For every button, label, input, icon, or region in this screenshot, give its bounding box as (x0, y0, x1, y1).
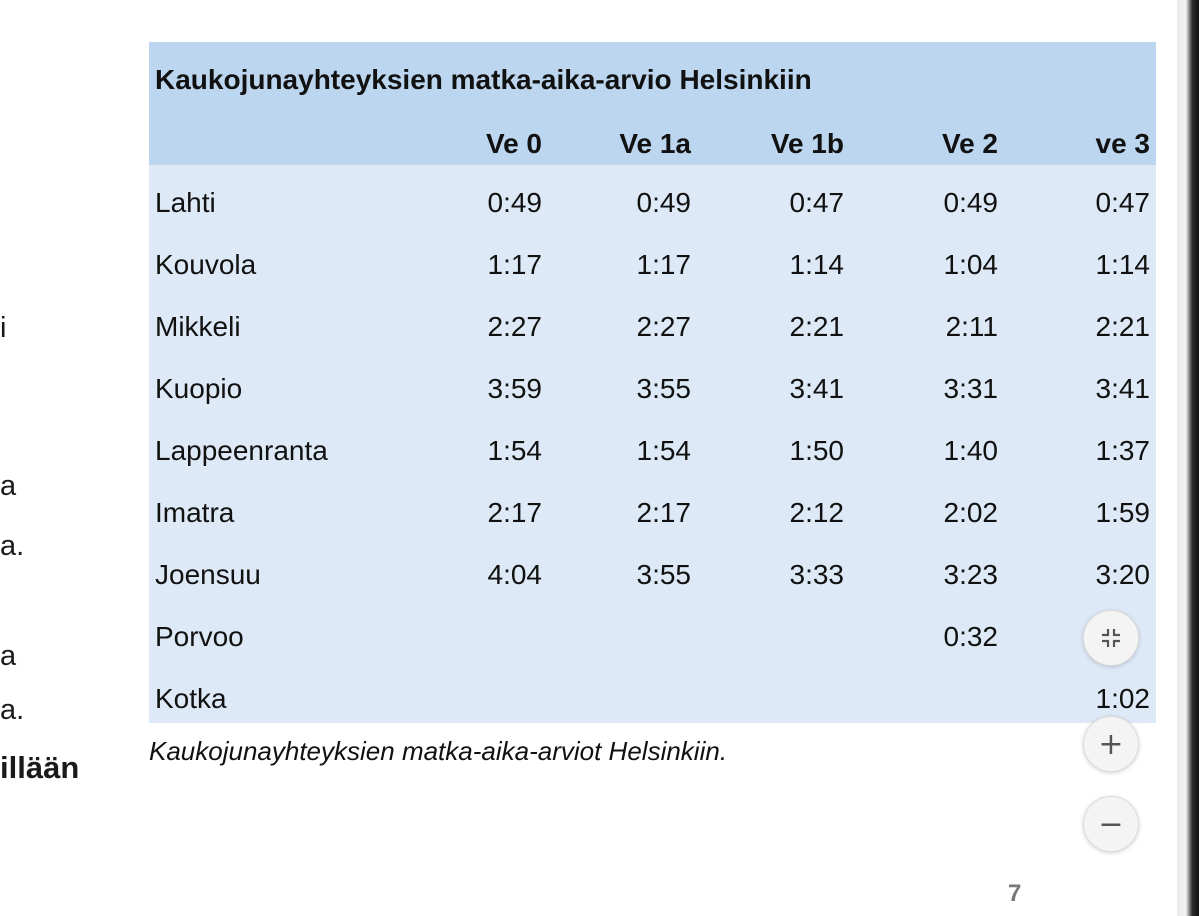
table-row (149, 497, 1156, 559)
table-cell: 1:02 (1095, 683, 1150, 714)
table-cell: 2:21 (1095, 311, 1150, 342)
table-cell: 3:31 (943, 373, 998, 404)
zoom-out-label: − (1098, 806, 1124, 842)
zoom-in-label: + (1098, 726, 1124, 762)
table-row (149, 559, 1156, 621)
table-cell: 2:17 (636, 497, 691, 528)
table-cell: 1:14 (1095, 249, 1150, 280)
table-cell: 3:23 (943, 559, 998, 590)
table-cell: 3:59 (487, 373, 542, 404)
left-text-fragment-6: illään (0, 750, 80, 785)
table-cell: 0:47 (789, 187, 844, 218)
table-cell: 0:47 (1095, 187, 1150, 218)
zoom-out-button[interactable] (1083, 796, 1139, 852)
table-cell: 3:41 (1095, 373, 1150, 404)
table-header (149, 42, 1156, 165)
table-cell: 0:49 (487, 187, 542, 218)
left-text-fragment-4: a (0, 640, 17, 672)
table-cell: 1:37 (1095, 435, 1150, 466)
column-header-ve1b: Ve 1b (770, 128, 844, 159)
table-title: Kaukojunayhteyksien matka-aika-arvio Helsinkiin (155, 64, 812, 95)
table-cell: 0:32 (943, 621, 998, 652)
row-label: Mikkeli (155, 311, 241, 342)
table-cell: 3:41 (789, 373, 844, 404)
table-row (149, 187, 1156, 249)
table-row (149, 621, 1156, 683)
table-cell: 1:04 (943, 249, 998, 280)
table-cell: 1:17 (636, 249, 691, 280)
row-label: Imatra (155, 497, 235, 528)
travel-time-table (149, 42, 1156, 723)
table-cell: 3:55 (636, 373, 691, 404)
row-label: Kouvola (155, 249, 257, 280)
table-cell: 1:17 (487, 249, 542, 280)
row-label: Lappeenranta (155, 435, 328, 466)
table-cell: 2:21 (789, 311, 844, 342)
table-row (149, 311, 1156, 373)
column-header-ve3: ve 3 (1095, 128, 1150, 159)
row-label: Kuopio (155, 373, 243, 404)
table-caption: Kaukojunayhteyksien matka-aika-arviot Helsinkiin. (149, 736, 728, 766)
page-number: 7 (1008, 880, 1022, 907)
table-cell: 0:49 (943, 187, 998, 218)
collapse-icon (1100, 627, 1122, 649)
row-label: Porvoo (155, 621, 244, 652)
table-cell: 4:04 (487, 559, 542, 590)
row-label: Kotka (155, 683, 227, 714)
column-header-ve2: Ve 2 (941, 128, 998, 159)
table-cell: 1:40 (943, 435, 998, 466)
table-cell: 3:55 (636, 559, 691, 590)
left-text-fragment-5: a. (0, 694, 25, 726)
column-header-ve1a: Ve 1a (619, 128, 691, 159)
table-cell: 2:27 (636, 311, 691, 342)
table-cell: 1:54 (636, 435, 691, 466)
table-cell: 1:54 (487, 435, 542, 466)
zoom-in-button[interactable] (1083, 716, 1139, 772)
left-text-fragment-2: a (0, 470, 17, 502)
table-cell: 3:33 (789, 559, 844, 590)
table-row (149, 435, 1156, 497)
table-row (149, 373, 1156, 435)
row-label: Joensuu (155, 559, 261, 590)
table-cell: 1:59 (1095, 497, 1150, 528)
table-cell: 2:02 (943, 497, 998, 528)
table-cell: 1:50 (789, 435, 844, 466)
collapse-button[interactable] (1083, 610, 1139, 666)
row-label: Lahti (155, 187, 216, 218)
table-cell: 2:27 (487, 311, 542, 342)
table-row (149, 249, 1156, 311)
table-cell: 2:12 (789, 497, 844, 528)
table-cell: 3:20 (1095, 559, 1150, 590)
left-text-fragment-3: a. (0, 530, 25, 562)
table-cell: 1:14 (789, 249, 844, 280)
table-cell: 2:11 (945, 311, 998, 342)
column-header-ve0: Ve 0 (485, 128, 542, 159)
left-text-fragment-1: i (0, 312, 7, 344)
window-edge (1177, 0, 1199, 916)
table-cell: 2:17 (487, 497, 542, 528)
table-cell: 0:49 (636, 187, 691, 218)
